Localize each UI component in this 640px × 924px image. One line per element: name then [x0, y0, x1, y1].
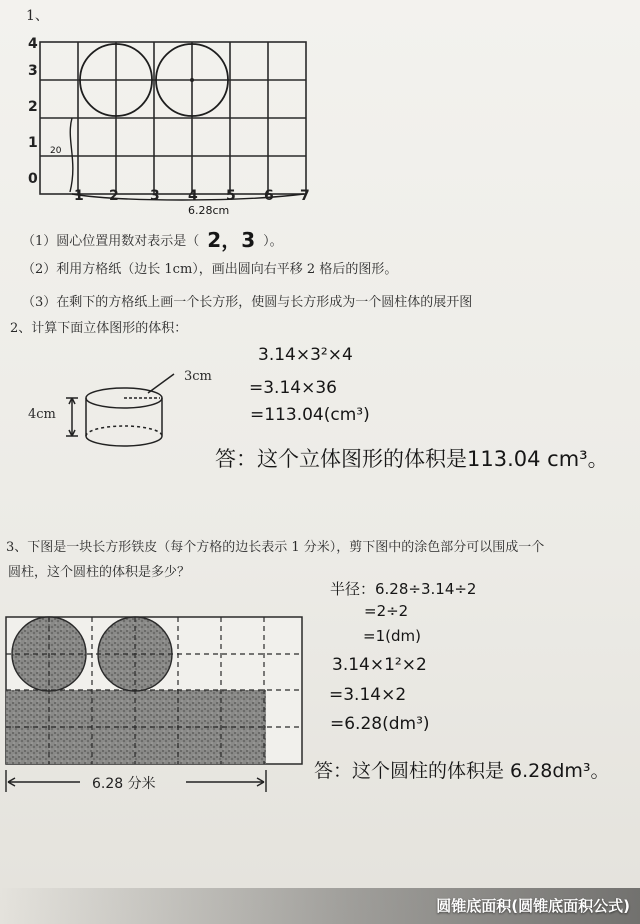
q2-work-line: =113.04(cm³): [250, 405, 370, 425]
q1-xtick: 6: [264, 188, 274, 204]
q1-xtick: 5: [226, 188, 236, 204]
watermark-caption: 圆锥底面积(圆锥底面积公式): [436, 897, 630, 915]
q2-work-line: 3.14×3²×4: [258, 345, 353, 365]
q1-ytick: 1: [28, 135, 38, 151]
watermark-bar: [0, 888, 640, 924]
q1-part1-answer: 2，3: [207, 228, 256, 252]
q1-xtick: 4: [188, 188, 198, 204]
q1-xtick: 3: [150, 188, 160, 204]
q1-bottom-note: 6.28cm: [188, 204, 230, 217]
q2-title: 2、计算下面立体图形的体积：: [10, 321, 188, 336]
q1-xtick: 2: [109, 188, 119, 204]
q1-xtick: 7: [300, 188, 310, 204]
q3-title-line2: 圆柱，这个圆柱的体积是多少？: [8, 565, 191, 580]
q2-radius-label: 3cm: [184, 369, 212, 384]
q3-work-line: =2÷2: [364, 602, 409, 620]
q3-work-line: =3.14×2: [329, 685, 407, 705]
q2-work-line: =3.14×36: [249, 378, 337, 398]
q1-ytick: 4: [28, 36, 38, 52]
q1-ytick: 2: [28, 99, 38, 115]
q3-answer: 答：这个圆柱的体积是 6.28dm³。: [314, 760, 610, 782]
q1-part2: （2）利用方格纸（边长 1cm），画出圆向右平移 2 格后的图形。: [22, 262, 398, 277]
q1-part3: （3）在剩下的方格纸上画一个长方形，使圆与长方形成为一个圆柱体的展开图: [22, 295, 473, 310]
q1-part1-text: （1）圆心位置用数对表示是（: [22, 234, 200, 249]
q1-ytick: 3: [28, 63, 38, 79]
q3-work-line: 3.14×1²×2: [332, 655, 427, 675]
q3-work-line: 半径：6.28÷3.14÷2: [330, 580, 477, 598]
q1-number: 1、: [26, 8, 49, 24]
q3-work-line: =1(dm): [363, 627, 421, 645]
q1-ytick: 0: [28, 171, 38, 187]
q2-answer: 答：这个立体图形的体积是113.04 cm³。: [215, 447, 609, 471]
q1-side-note: 20: [50, 146, 62, 156]
q1-xtick: 1: [74, 188, 84, 204]
q2-height-label: 4cm: [28, 407, 56, 422]
q3-work-line: =6.28(dm³): [330, 714, 430, 734]
q3-length-label: 6.28 分米: [92, 776, 156, 792]
q1-part1-close: ）。: [263, 234, 283, 249]
q3-title-line1: 3、下图是一块长方形铁皮（每个方格的边长表示 1 分米），剪下图中的涂色部分可以围成一个: [6, 540, 545, 555]
